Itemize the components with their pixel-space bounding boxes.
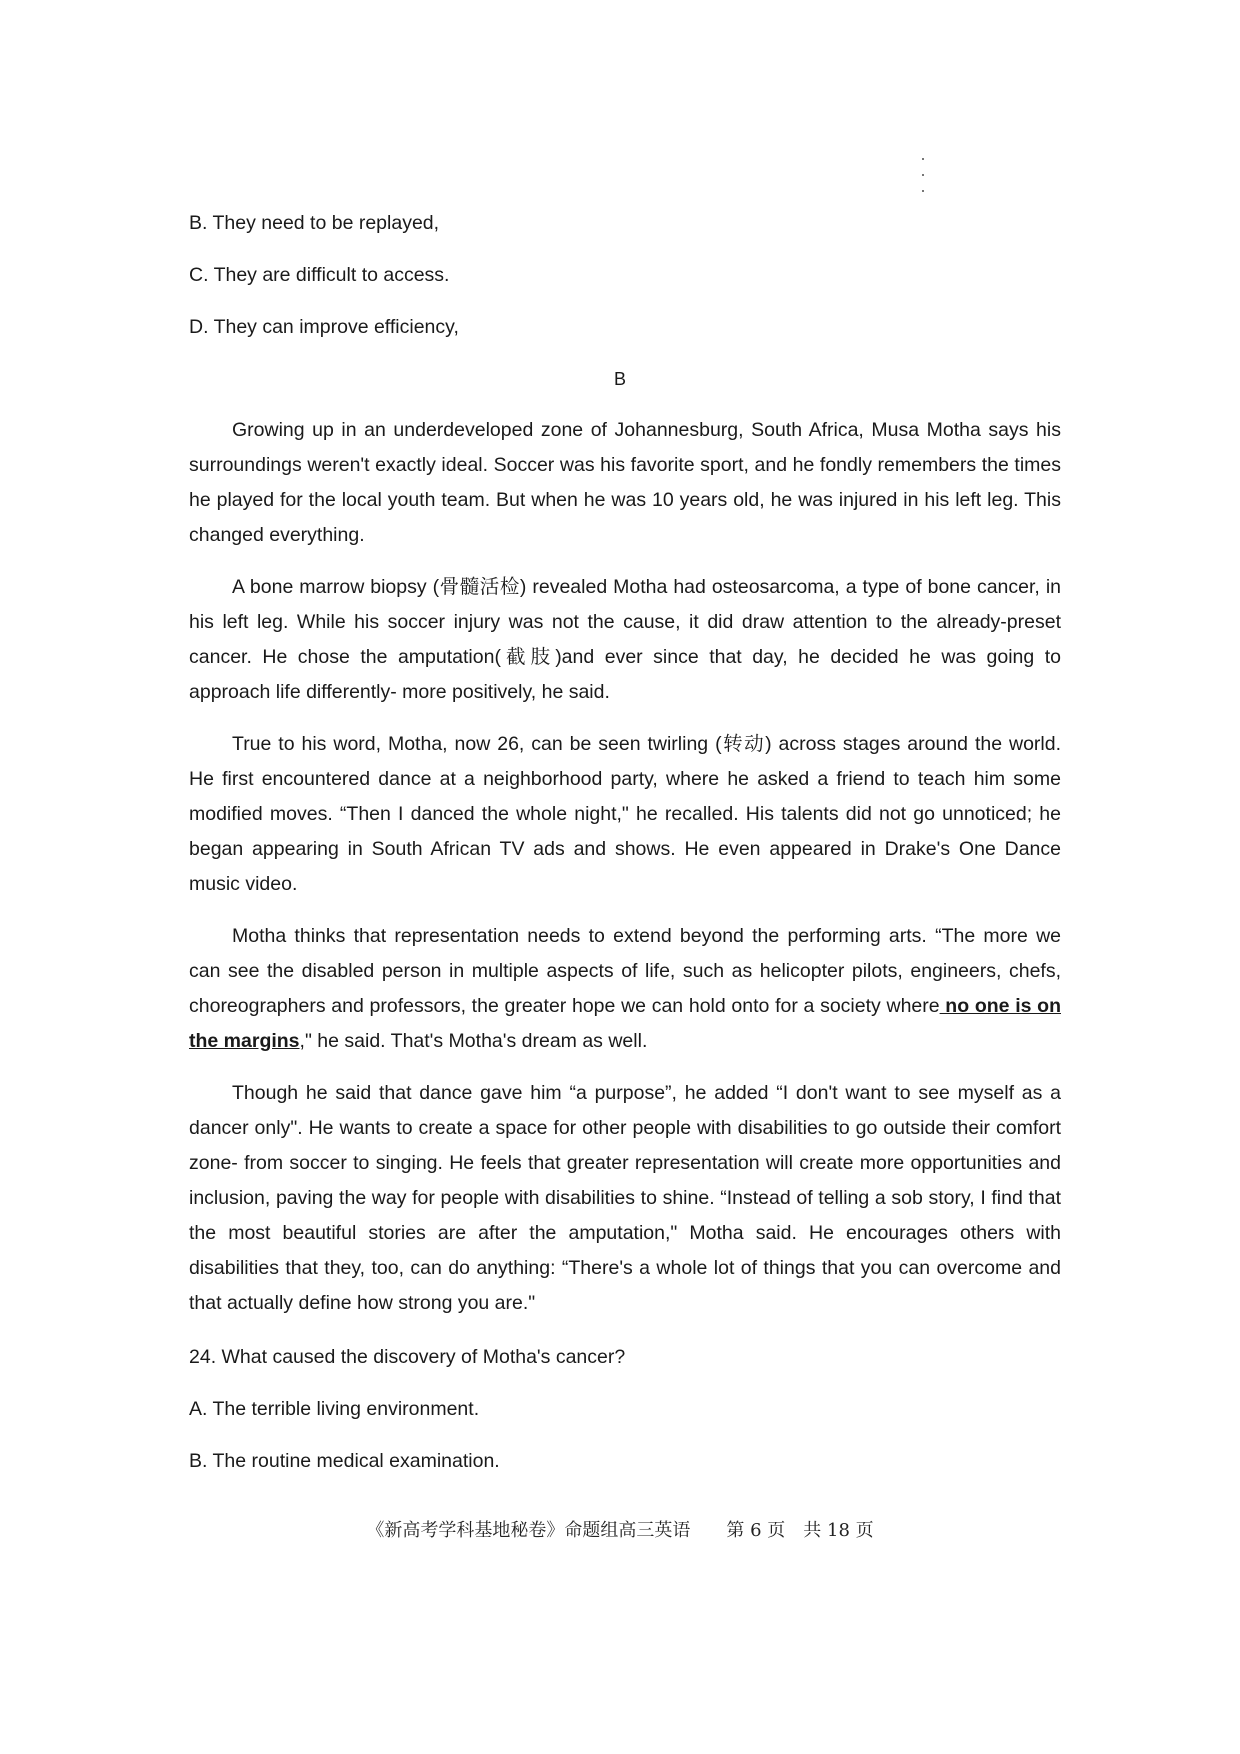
passage-paragraph-5: Though he said that dance gave him “a purpose”, he added “I don't want to see myself as a dancer only". He wants to create a space for other people with disabilities to go outside their comfort zone- from soccer to singing. He feels that greater representation will create more opportunities and inclusion, paving the way for people with disabilities to shine. “Instead of telling a sob story, I find that the most beautiful stories are after the amputation," Motha said. He encourages others with disabilities that they, too, can do anything: “There's a whole lot of things that you can overcome and that actually define how strong you are."	[189, 1082, 1061, 1314]
passage-paragraph-1: Growing up in an underdeveloped zone of Johannesburg, South Africa, Musa Motha says his surroundings weren't exactly ideal. Soccer was his favorite sport, and he fondly remembers the times he played for the local youth team. But when he was 10 years old, he was injured in his left leg. This changed everything.	[189, 419, 1061, 546]
question-24-stem: 24. What caused the discovery of Motha's cancer?	[189, 1346, 626, 1368]
option-prev-c: C. They are difficult to access.	[189, 264, 450, 286]
option-prev-b: B. They need to be replayed,	[189, 212, 440, 234]
passage-paragraph-3-text: True to his word, Motha, now 26, can be seen twirling (转动) across stages around the world. He first encountered dance at a neighborhood party, where he asked a friend to teach him some modified moves. “Then I danced the whole night," he recalled. His talents did not go unnoticed; he began appearing in South African TV ads and shows. He even appeared in Drake's One Dance music video.	[189, 733, 1061, 895]
section-letter: B	[613, 369, 626, 389]
passage-paragraph-4-start: Motha thinks that representation needs to extend beyond the performing arts. “The more we can see the disabled person in multiple aspects of life, such as helicopter pilots, engineers, chefs, choreographers and professors, the greater hope we can hold onto for a society where	[189, 925, 1061, 1017]
passage-paragraph-4	[189, 919, 1061, 1059]
question-24-option-b: B. The routine medical examination.	[189, 1450, 500, 1472]
underlined-phrase: no one is on the margins	[189, 995, 1061, 1052]
scan-mark-dots	[922, 158, 928, 208]
option-prev-d: D. They can improve efficiency,	[189, 316, 459, 338]
page-footer: 《新高考学科基地秘卷》命题组高三英语 第 6 页 共 18 页	[366, 1520, 874, 1541]
passage-paragraph-3	[189, 727, 1061, 902]
passage-paragraph-2: A bone marrow biopsy (骨髓活检) revealed Motha had osteosarcoma, a type of bone cancer, in his left leg. While his soccer injury was not the cause, it did draw attention to the already-preset cancer. He chose the amputation(截肢)and ever since that day, he decided he was going to approach life differently- more positively, he said.	[189, 576, 1061, 703]
question-24-option-a: A. The terrible living environment.	[189, 1398, 480, 1420]
passage-paragraph-4-end: ," he said. That's Motha's dream as well.	[299, 1030, 648, 1052]
